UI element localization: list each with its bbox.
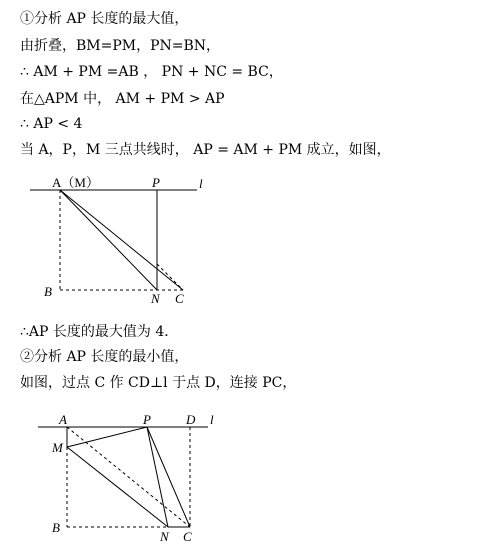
text-line-3: ∴ AM + PM =AB ， PN + NC = BC， (20, 64, 283, 80)
label-p: P (152, 175, 160, 190)
label-l-2: l (210, 412, 214, 427)
text-line-9: 如图，过点 C 作 CD⊥l 于点 D，连接 PC， (20, 375, 297, 391)
label-n: N (151, 291, 160, 306)
segment-mp (67, 427, 147, 447)
text-line-4: 在△APM 中， AM + PM > AP (20, 91, 225, 107)
label-m: M (52, 440, 63, 455)
label-c: C (175, 291, 184, 306)
label-b-2: B (52, 520, 60, 535)
label-p-2: P (143, 412, 151, 427)
text-line-5: ∴ AP < 4 (20, 116, 83, 132)
text-line-7: ∴AP 长度的最大值为 4． (20, 324, 179, 340)
label-n-2: N (160, 529, 169, 544)
label-c-2: C (183, 529, 192, 544)
label-a-m: A（M） (52, 175, 99, 190)
text-line-6: 当 A，P，M 三点共线时， AP = AM + PM 成立，如图， (20, 142, 391, 158)
text-line-8: ②分析 AP 长度的最小值， (20, 349, 189, 365)
segment-pn-2 (147, 427, 168, 527)
label-d: D (186, 412, 196, 427)
text-line-2: 由折叠，BM=PM，PN=BN， (20, 38, 221, 54)
segment-mn (67, 447, 168, 527)
label-b: B (44, 284, 52, 299)
segment-pc (147, 427, 190, 527)
segment-ac-dashed (67, 427, 190, 527)
label-a-2: A (59, 412, 67, 427)
text-line-1: ①分析 AP 长度的最大值， (20, 11, 189, 27)
label-l: l (199, 176, 203, 191)
